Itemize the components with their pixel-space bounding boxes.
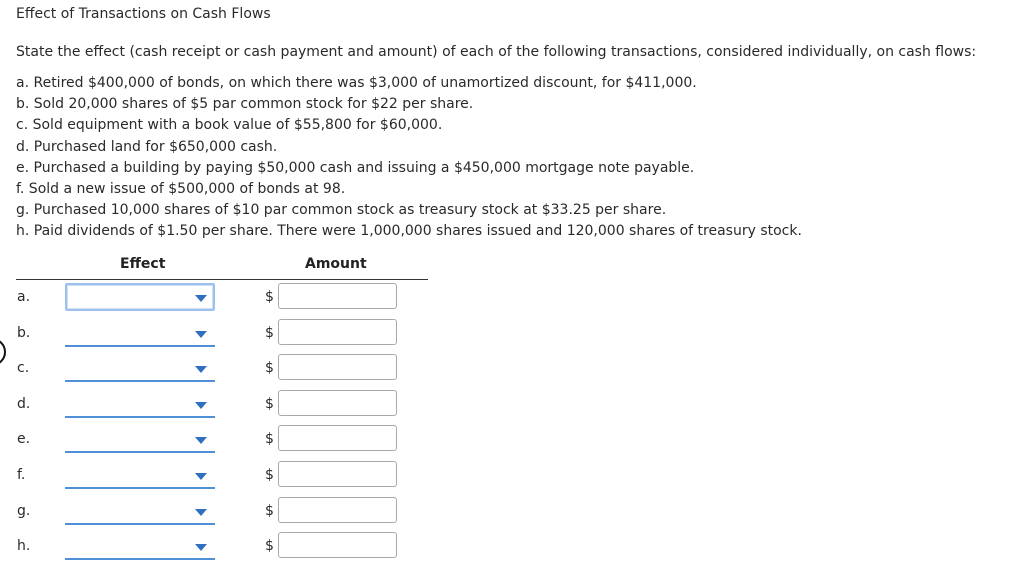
amount-input-d[interactable] <box>278 390 397 416</box>
effect-column-header: Effect <box>120 256 166 272</box>
row-label: h. <box>17 538 31 554</box>
effect-dropdown-b[interactable] <box>65 319 215 347</box>
chevron-down-icon <box>195 473 207 480</box>
effect-dropdown-a[interactable] <box>65 283 215 311</box>
answer-row-a <box>0 283 440 313</box>
row-label: c. <box>17 360 30 376</box>
answer-row-c <box>0 354 440 384</box>
effect-dropdown-e[interactable] <box>65 425 215 453</box>
transaction-item-d: d. Purchased land for $650,000 cash. <box>16 138 278 155</box>
effect-dropdown-d[interactable] <box>65 390 215 418</box>
dollar-sign: $ <box>265 431 274 447</box>
transaction-item-c: c. Sold equipment with a book value of $55,800 for $60,000. <box>16 117 443 134</box>
answer-row-d <box>0 390 440 420</box>
chevron-down-icon <box>195 437 207 444</box>
transaction-item-g: g. Purchased 10,000 shares of $10 par common stock as treasury stock at $33.25 per share. <box>16 202 667 219</box>
transaction-item-a: a. Retired $400,000 of bonds, on which there was $3,000 of unamortized discount, for $411,000. <box>16 75 697 91</box>
amount-input-c[interactable] <box>278 354 397 380</box>
effect-dropdown-h[interactable] <box>65 532 215 560</box>
row-label: g. <box>17 503 31 519</box>
chevron-down-icon <box>195 544 207 551</box>
answer-row-h <box>0 532 440 562</box>
effect-dropdown-f[interactable] <box>65 461 215 489</box>
amount-column-header: Amount <box>305 256 367 272</box>
answer-row-e <box>0 425 440 455</box>
transaction-item-h: h. Paid dividends of $1.50 per share. There were 1,000,000 shares issued and 120,000 shares of treasury stock. <box>16 223 802 240</box>
answer-row-g <box>0 497 440 527</box>
amount-input-b[interactable] <box>278 319 397 345</box>
effect-dropdown-c[interactable] <box>65 354 215 382</box>
dollar-sign: $ <box>265 503 274 519</box>
header-divider <box>16 279 428 280</box>
answer-row-b <box>0 319 440 349</box>
dollar-sign: $ <box>265 360 274 376</box>
amount-input-g[interactable] <box>278 497 397 523</box>
amount-input-a[interactable] <box>278 283 397 309</box>
dollar-sign: $ <box>265 467 274 483</box>
dollar-sign: $ <box>265 289 274 305</box>
instruction-text: State the effect (cash receipt or cash payment and amount) of each of the following transactions, considered individually, on cash flows: <box>16 44 977 60</box>
answer-row-f <box>0 461 440 491</box>
dollar-sign: $ <box>265 325 274 341</box>
amount-input-f[interactable] <box>278 461 397 487</box>
effect-dropdown-g[interactable] <box>65 497 215 525</box>
dollar-sign: $ <box>265 396 274 412</box>
amount-input-h[interactable] <box>278 532 397 558</box>
row-label: a. <box>17 289 31 305</box>
row-label: f. <box>17 467 26 483</box>
transaction-item-e: e. Purchased a building by paying $50,000 cash and issuing a $450,000 mortgage note payable. <box>16 159 695 176</box>
row-label: d. <box>17 396 31 412</box>
chevron-down-icon <box>195 509 207 516</box>
dollar-sign: $ <box>265 538 274 554</box>
amount-input-e[interactable] <box>278 425 397 451</box>
chevron-down-icon <box>195 402 207 409</box>
row-label: b. <box>17 325 31 341</box>
chevron-down-icon <box>195 366 207 373</box>
transaction-list <box>16 73 802 243</box>
page-title: Effect of Transactions on Cash Flows <box>16 6 271 22</box>
transaction-item-f: f. Sold a new issue of $500,000 of bonds at 98. <box>16 180 346 197</box>
chevron-down-icon <box>195 331 207 338</box>
row-label: e. <box>17 431 31 447</box>
chevron-down-icon <box>195 295 207 302</box>
transaction-item-b: b. Sold 20,000 shares of $5 par common stock for $22 per share. <box>16 96 474 113</box>
